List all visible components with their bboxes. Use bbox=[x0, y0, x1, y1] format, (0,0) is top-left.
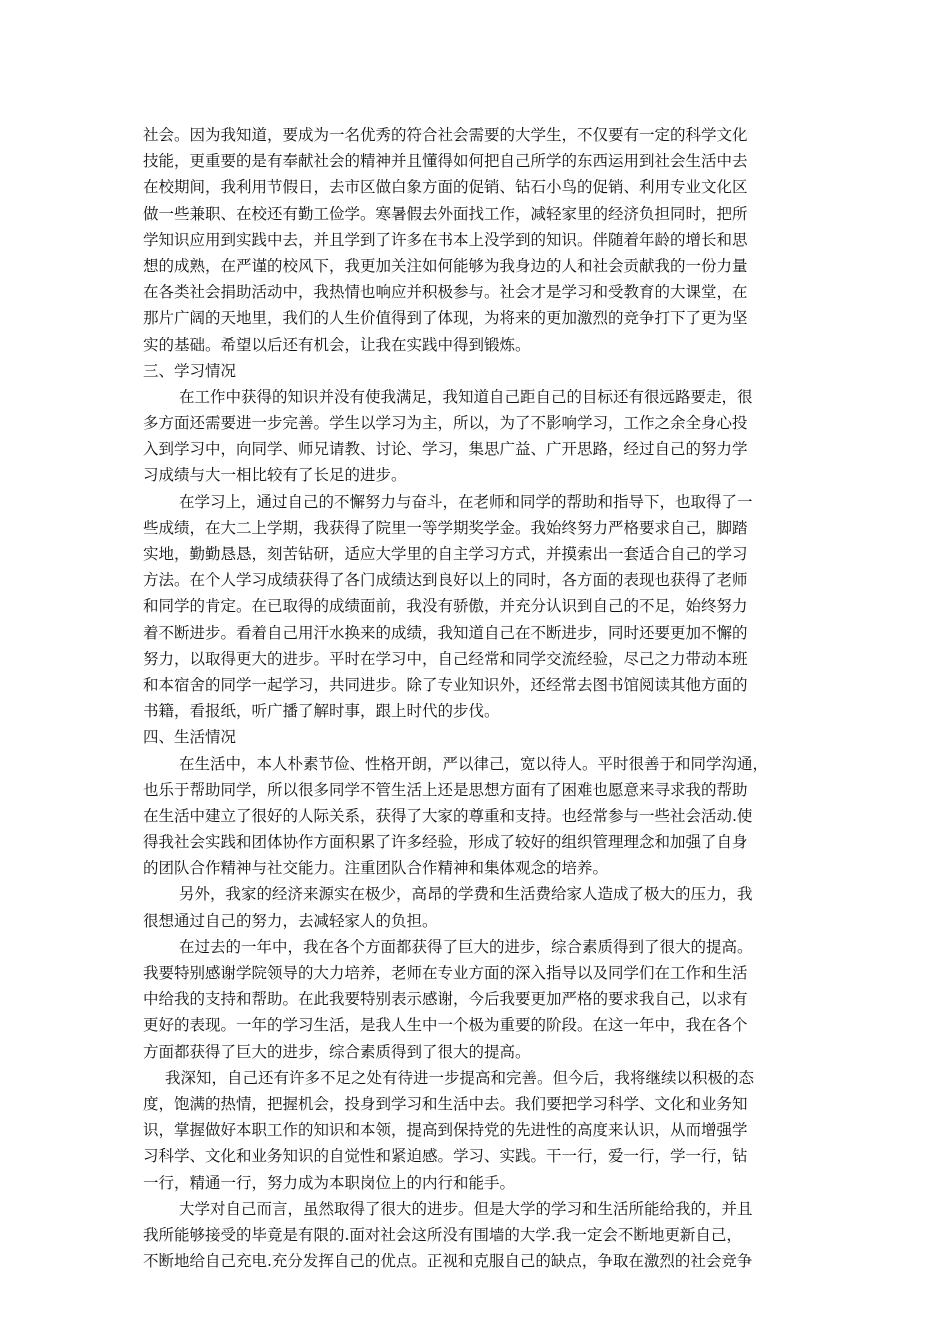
text-line: 中给我的支持和帮助。在此我要特别表示感谢，今后我要更加严格的要求我自己，以求有 bbox=[143, 990, 748, 1009]
section-heading: 四、生活情况 bbox=[143, 728, 237, 747]
text-line: 做一些兼职、在校还有勤工俭学。寒暑假去外面找工作，减轻家里的经济负担同时，把所 bbox=[143, 204, 748, 223]
text-line: 在校期间，我利用节假日，去市区做白象方面的促销、钻石小鸟的促销、利用专业文化区 bbox=[143, 178, 748, 197]
text-line: 在工作中获得的知识并没有使我满足，我知道自己距自己的目标还有很远路要走，很 bbox=[179, 387, 753, 406]
text-line: 实地，勤勤恳恳，刻苦钻研，适应大学里的自主学习方式，并摸索出一套适合自己的学习 bbox=[143, 545, 748, 563]
text-line: 实的基础。希望以后还有机会，让我在实践中得到锻炼。 bbox=[143, 335, 531, 354]
text-line: 不断地给自己充电.充分发挥自己的优点。正视和克服自己的缺点，争取在激烈的社会竞争 bbox=[143, 1252, 753, 1271]
text-line: 入到学习中，向同学、师兄请教、讨论、学习，集思广益、广开思路，经过自己的努力学 bbox=[143, 440, 748, 459]
text-line: 识，掌握做好本职工作的知识和本领，提高到保持党的先进性的高度来认识，从而增强学 bbox=[143, 1121, 748, 1140]
document-body bbox=[143, 122, 809, 1274]
text-line: 习成绩与大一相比较有了长足的进步。 bbox=[143, 466, 407, 485]
text-line: 着不断进步。看着自己用汗水换来的成绩，我知道自己在不断进步，同时还要更加不懈的 bbox=[143, 623, 748, 642]
text-line: 书籍，看报纸，听广播了解时事，跟上时代的步伐。 bbox=[143, 702, 500, 721]
text-line: 些成绩，在大二上学期，我获得了院里一等学期奖学金。我始终努力严格要求自己，脚踏 bbox=[143, 518, 748, 537]
text-line: 也乐于帮助同学，所以很多同学不管生活上还是思想方面有了困难也愿意来寻求我的帮助 bbox=[143, 780, 748, 799]
text-line: 方法。在个人学习成绩获得了各门成绩达到良好以上的同时，各方面的表现也获得了老师 bbox=[143, 571, 748, 590]
text-line: 努力，以取得更大的进步。平时在学习中，自己经常和同学交流经验，尽己之力带动本班 bbox=[143, 649, 748, 668]
section-heading: 三、学习情况 bbox=[143, 361, 237, 380]
text-line: 和同学的肯定。在已取得的成绩面前，我没有骄傲，并充分认识到自己的不足，始终努力 bbox=[143, 597, 748, 616]
text-line: 那片广阔的天地里，我们的人生价值得到了体现，为将来的更加激烈的竞争打下了更为坚 bbox=[143, 309, 748, 328]
text-line: 社会。因为我知道，要成为一名优秀的符合社会需要的大学生，不仅要有一定的科学文化 bbox=[143, 126, 748, 144]
text-line: 得我社会实践和团体协作方面积累了许多经验，形成了较好的组织管理理念和加强了自身 bbox=[143, 833, 748, 852]
text-line: 在生活中，本人朴素节俭、性格开朗，严以律己，宽以待人。平时很善于和同学沟通， bbox=[179, 754, 769, 773]
text-line: 学知识应用到实践中去，并且学到了许多在书本上没学到的知识。伴随着年龄的增长和思 bbox=[143, 230, 748, 249]
text-line: 在各类社会捐助活动中，我热情也响应并积极参与。社会才是学习和受教育的大课堂，在 bbox=[143, 283, 748, 302]
text-line: 大学对自己而言，虽然取得了很大的进步。但是大学的学习和生活所能给我的，并且 bbox=[179, 1199, 753, 1218]
text-line: 习科学、文化和业务知识的自觉性和紧迫感。学习、实践。干一行，爱一行，学一行，钻 bbox=[143, 1147, 748, 1166]
text-line: 方面都获得了巨大的进步，综合素质得到了很大的提高。 bbox=[143, 1042, 531, 1061]
text-line: 一行，精通一行，努力成为本职岗位上的内行和能手。 bbox=[143, 1173, 516, 1192]
text-line: 技能，更重要的是有奉献社会的精神并且懂得如何把自己所学的东西运用到社会生活中去 bbox=[143, 152, 748, 171]
text-line: 的团队合作精神与社交能力。注重团队合作精神和集体观念的培养。 bbox=[143, 859, 609, 878]
text-line: 在过去的一年中，我在各个方面都获得了巨大的进步，综合素质得到了很大的提高。 bbox=[179, 937, 753, 956]
text-line: 和本宿舍的同学一起学习，共同进步。除了专业知识外，还经常去图书馆阅读其他方面的 bbox=[143, 675, 748, 694]
text-line: 我所能够接受的毕竟是有限的.面对社会这所没有围墙的大学.我一定会不断地更新自己， bbox=[143, 1225, 742, 1244]
text-line: 在学习上，通过自己的不懈努力与奋斗，在老师和同学的帮助和指导下，也取得了一 bbox=[179, 492, 753, 511]
text-line: 度，饱满的热情，把握机会，投身到学习和生活中去。我们要把学习科学、文化和业务知 bbox=[143, 1094, 748, 1113]
text-line: 更好的表现。一年的学习生活，是我人生中一个极为重要的阶段。在这一年中，我在各个 bbox=[143, 1016, 748, 1035]
text-line: 很想通过自己的努力，去减轻家人的负担。 bbox=[143, 911, 438, 930]
text-line: 多方面还需要进一步完善。学生以学习为主，所以，为了不影响学习，工作之余全身心投 bbox=[143, 414, 748, 433]
text-line: 在生活中建立了很好的人际关系，获得了大家的尊重和支持。也经常参与一些社会活动.使 bbox=[143, 806, 753, 825]
text-line: 想的成熟，在严谨的校风下，我更加关注如何能够为我身边的人和社会贡献我的一份力量 bbox=[143, 256, 748, 275]
text-line: 另外，我家的经济来源实在极少，高昂的学费和生活费给家人造成了极大的压力，我 bbox=[179, 885, 753, 904]
text-line: 我深知，自己还有许多不足之处有待进一步提高和完善。但今后，我将继续以积极的态 bbox=[165, 1068, 755, 1087]
text-line: 我要特别感谢学院领导的大力培养，老师在专业方面的深入指导以及同学们在工作和生活 bbox=[143, 964, 748, 982]
